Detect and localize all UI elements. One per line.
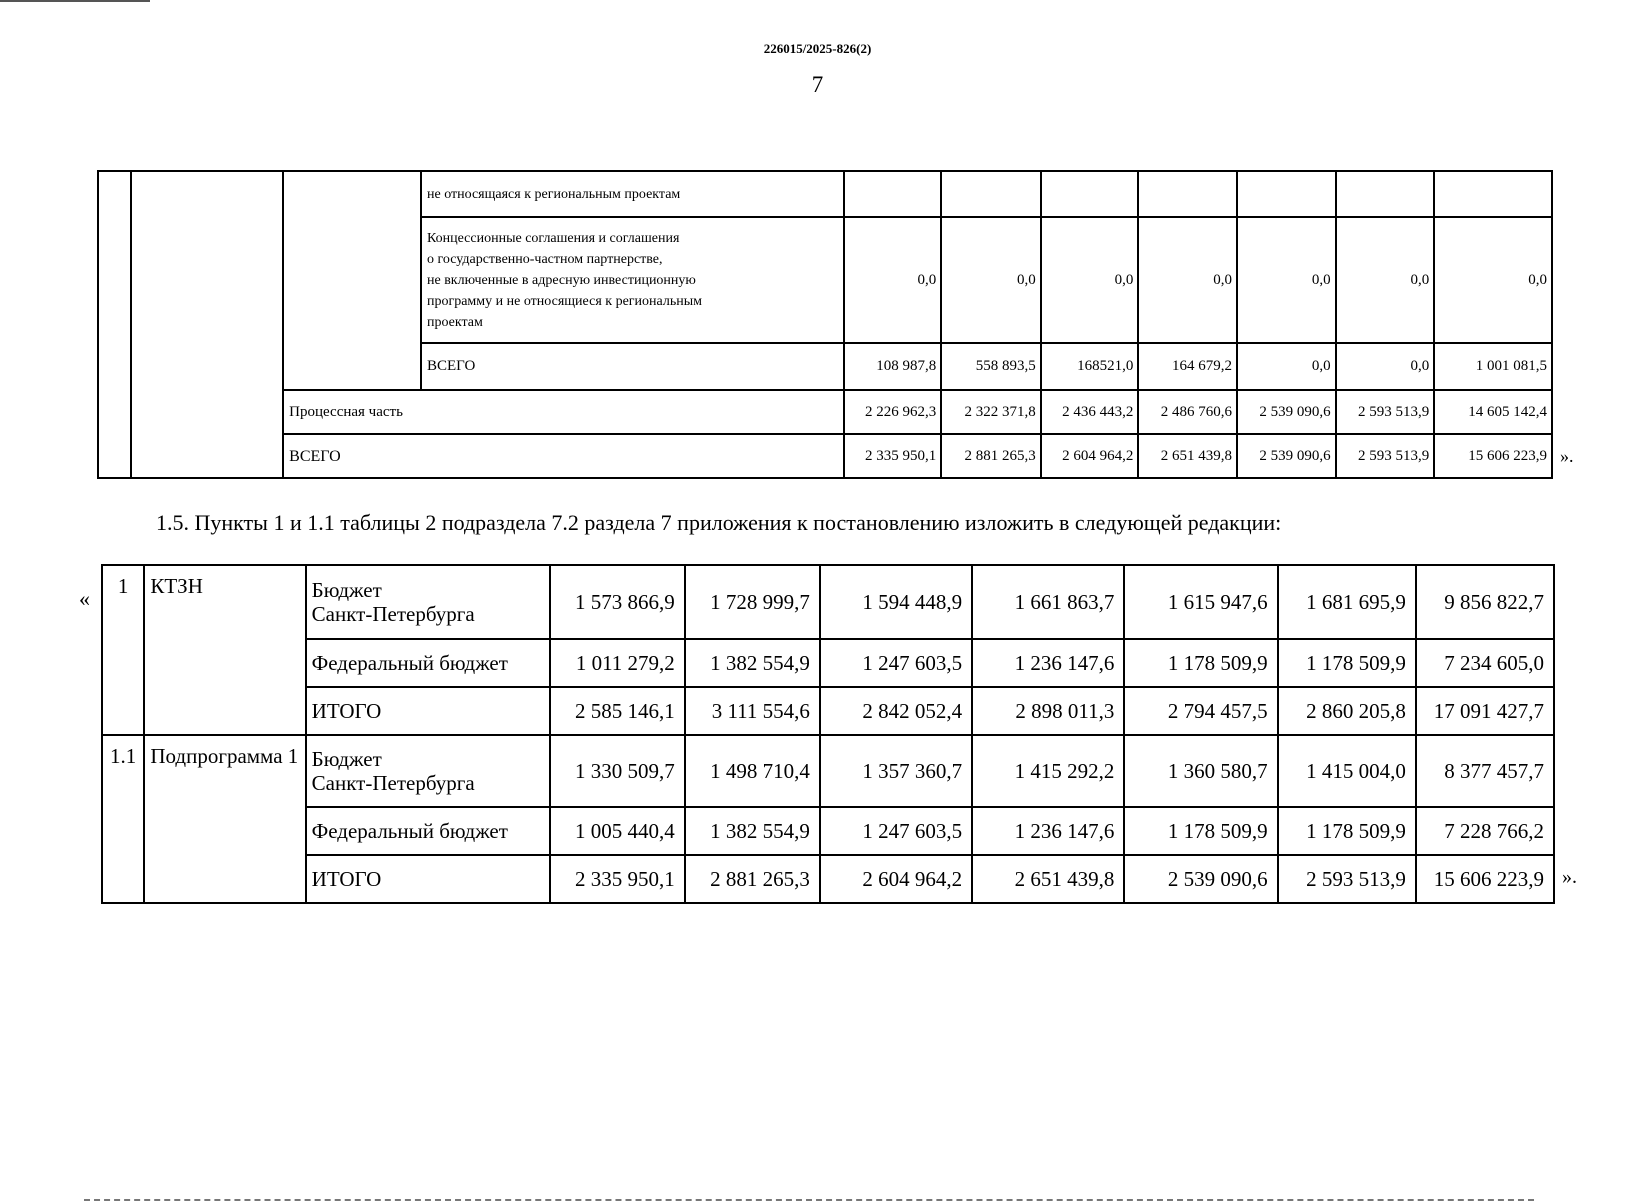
row-label: Процессная часть <box>283 390 843 434</box>
value-cell: 0,0 <box>844 217 942 343</box>
table-row <box>102 687 1554 735</box>
table-row <box>102 639 1554 687</box>
scan-edge-line <box>0 0 150 2</box>
label-line: программу и не относящиеся к региональным <box>426 293 702 309</box>
value-cell: 2 881 265,3 <box>941 434 1041 478</box>
value-cell: 2 860 205,8 <box>1278 687 1416 735</box>
value-cell: 1 382 554,9 <box>685 807 820 855</box>
value-cell: 0,0 <box>1336 217 1435 343</box>
label-line: Концессионные соглашения и соглашения <box>426 230 680 246</box>
value-cell: 2 898 011,3 <box>972 687 1124 735</box>
value-cell: 2 794 457,5 <box>1124 687 1277 735</box>
value-cell: 1 498 710,4 <box>685 735 820 807</box>
closing-quote: ». <box>1562 866 1577 888</box>
value-cell: 2 651 439,8 <box>1138 434 1237 478</box>
value-cell: 1 178 509,9 <box>1124 807 1277 855</box>
value-cell: 2 539 090,6 <box>1124 855 1277 903</box>
value-cell: 0,0 <box>1336 343 1435 390</box>
value-cell: 2 593 513,9 <box>1278 855 1416 903</box>
value-cell <box>1237 171 1336 217</box>
value-cell: 7 228 766,2 <box>1416 807 1554 855</box>
value-cell: 1 415 004,0 <box>1278 735 1416 807</box>
value-cell: 108 987,8 <box>844 343 942 390</box>
value-cell: 1 236 147,6 <box>972 639 1124 687</box>
row-label: не относящаяся к региональным проектам <box>421 171 844 217</box>
value-cell: 1 681 695,9 <box>1278 565 1416 639</box>
value-cell: 1 005 440,4 <box>550 807 685 855</box>
value-cell <box>844 171 942 217</box>
value-cell: 1 247 603,5 <box>820 639 972 687</box>
funding-source: Федеральный бюджет <box>306 639 550 687</box>
value-cell: 15 606 223,9 <box>1416 855 1554 903</box>
value-cell: 1 247 603,5 <box>820 807 972 855</box>
source-line: Санкт-Петербурга <box>311 771 475 795</box>
empty-cell <box>98 171 131 478</box>
row-label-multiline <box>421 217 844 343</box>
value-cell: 3 111 554,6 <box>685 687 820 735</box>
label-line: о государственно-частном партнерстве, <box>426 251 663 267</box>
value-cell: 1 728 999,7 <box>685 565 820 639</box>
value-cell: 15 606 223,9 <box>1434 434 1552 478</box>
value-cell: 14 605 142,4 <box>1434 390 1552 434</box>
value-cell: 0,0 <box>1434 217 1552 343</box>
value-cell: 1 382 554,9 <box>685 639 820 687</box>
value-cell: 1 178 509,9 <box>1124 639 1277 687</box>
funding-source: ИТОГО <box>306 855 550 903</box>
value-cell: 0,0 <box>1237 343 1336 390</box>
table-row <box>102 735 1554 807</box>
value-cell: 17 091 427,7 <box>1416 687 1554 735</box>
value-cell: 2 593 513,9 <box>1336 434 1435 478</box>
value-cell: 2 335 950,1 <box>550 855 685 903</box>
funding-source: ИТОГО <box>306 687 550 735</box>
value-cell: 9 856 822,7 <box>1416 565 1554 639</box>
table-row <box>102 565 1554 639</box>
value-cell: 0,0 <box>941 217 1041 343</box>
table-row <box>102 807 1554 855</box>
value-cell: 1 178 509,9 <box>1278 807 1416 855</box>
value-cell: 1 001 081,5 <box>1434 343 1552 390</box>
value-cell <box>1041 171 1139 217</box>
value-cell: 1 357 360,7 <box>820 735 972 807</box>
value-cell: 2 604 964,2 <box>820 855 972 903</box>
table-row <box>98 171 1552 217</box>
table-row <box>98 434 1552 478</box>
value-cell: 1 661 863,7 <box>972 565 1124 639</box>
value-cell: 8 377 457,7 <box>1416 735 1554 807</box>
funding-source: Федеральный бюджет <box>306 807 550 855</box>
label-line: не включенные в адресную инвестиционную <box>426 272 696 288</box>
value-cell <box>1138 171 1237 217</box>
funding-source <box>306 565 550 639</box>
value-cell: 2 881 265,3 <box>685 855 820 903</box>
value-cell: 2 335 950,1 <box>844 434 942 478</box>
item-number: 1 <box>102 565 144 735</box>
table-row <box>102 855 1554 903</box>
label-line: проектам <box>426 314 483 330</box>
value-cell: 2 593 513,9 <box>1336 390 1435 434</box>
value-cell: 164 679,2 <box>1138 343 1237 390</box>
amendment-paragraph: 1.5. Пункты 1 и 1.1 таблицы 2 подраздела 7.2 раздела 7 приложения к постановлению изложить в следующей редакции: <box>156 510 1282 535</box>
value-cell: 1 594 448,9 <box>820 565 972 639</box>
value-cell: 0,0 <box>1041 217 1139 343</box>
value-cell: 1 178 509,9 <box>1278 639 1416 687</box>
value-cell: 2 486 760,6 <box>1138 390 1237 434</box>
row-label: ВСЕГО <box>283 434 843 478</box>
value-cell: 2 651 439,8 <box>972 855 1124 903</box>
value-cell: 2 539 090,6 <box>1237 434 1336 478</box>
value-cell: 2 539 090,6 <box>1237 390 1336 434</box>
page-number: 7 <box>811 72 824 97</box>
value-cell <box>941 171 1041 217</box>
value-cell: 7 234 605,0 <box>1416 639 1554 687</box>
value-cell: 558 893,5 <box>941 343 1041 390</box>
document-code: 226015/2025-826(2) <box>763 41 872 56</box>
source-line: Бюджет <box>311 578 382 602</box>
value-cell: 1 236 147,6 <box>972 807 1124 855</box>
value-cell: 2 842 052,4 <box>820 687 972 735</box>
opening-quote: « <box>79 586 90 611</box>
value-cell: 1 330 509,7 <box>550 735 685 807</box>
value-cell: 2 585 146,1 <box>550 687 685 735</box>
value-cell: 0,0 <box>1138 217 1237 343</box>
item-name: Подпрограмма 1 <box>144 735 305 903</box>
value-cell: 2 436 443,2 <box>1041 390 1139 434</box>
source-line: Бюджет <box>311 747 382 771</box>
value-cell: 0,0 <box>1237 217 1336 343</box>
financing-table-continued <box>97 170 1553 479</box>
value-cell: 1 573 866,9 <box>550 565 685 639</box>
program-financing-table <box>101 564 1555 904</box>
closing-quote: ». <box>1560 446 1574 466</box>
source-line: Санкт-Петербурга <box>311 602 475 626</box>
value-cell: 1 415 292,2 <box>972 735 1124 807</box>
value-cell: 2 604 964,2 <box>1041 434 1139 478</box>
value-cell: 1 011 279,2 <box>550 639 685 687</box>
value-cell <box>1434 171 1552 217</box>
item-name: КТЗН <box>144 565 305 735</box>
value-cell: 2 226 962,3 <box>844 390 942 434</box>
value-cell: 2 322 371,8 <box>941 390 1041 434</box>
funding-source <box>306 735 550 807</box>
value-cell <box>1336 171 1435 217</box>
table-row <box>98 390 1552 434</box>
row-label: ВСЕГО <box>421 343 844 390</box>
empty-cell <box>283 171 421 390</box>
item-number: 1.1 <box>102 735 144 903</box>
empty-cell <box>131 171 283 478</box>
value-cell: 1 615 947,6 <box>1124 565 1277 639</box>
value-cell: 168521,0 <box>1041 343 1139 390</box>
value-cell: 1 360 580,7 <box>1124 735 1277 807</box>
